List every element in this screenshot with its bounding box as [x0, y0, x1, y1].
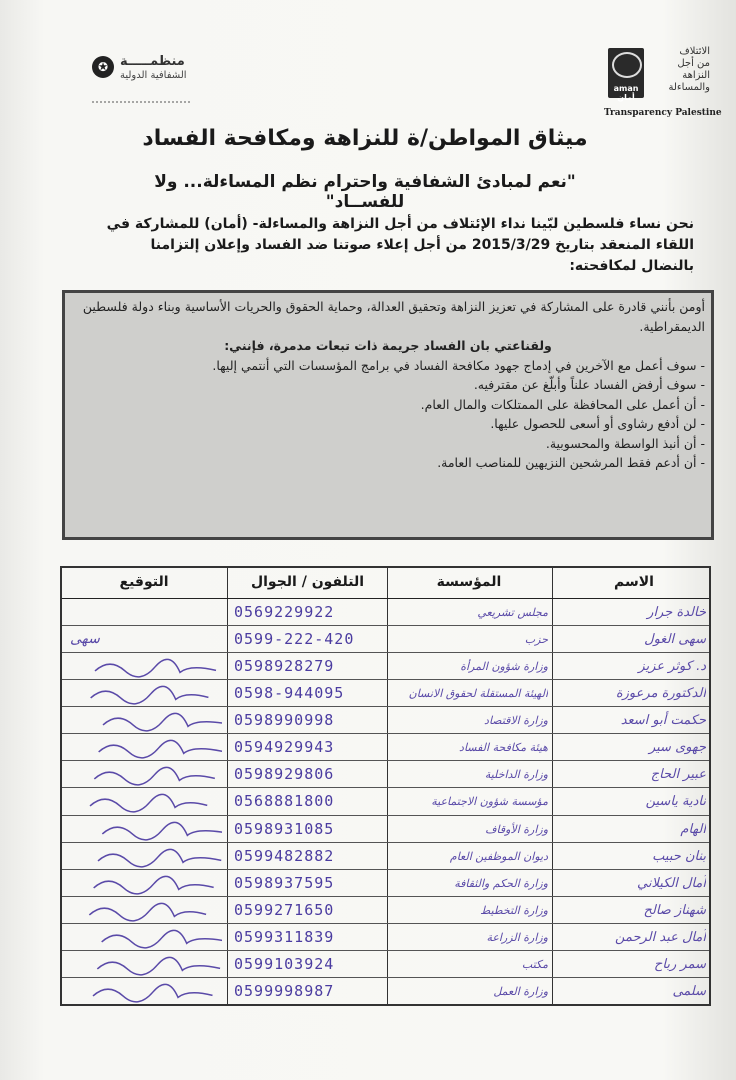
row-institution: وزارة الاقتصاد — [484, 714, 548, 728]
handwritten-signature-icon — [72, 815, 222, 842]
row-phone: 0599103924 — [234, 954, 335, 973]
ti-logo-line1: منظمـــــة — [120, 54, 185, 69]
handwritten-signature-icon — [72, 896, 222, 923]
row-signature — [70, 602, 220, 625]
pledge-item: - أن أدعم فقط المرشحين النزيهين للمناصب العامة. — [437, 455, 705, 470]
handwritten-signature-icon — [72, 950, 222, 977]
intro-line-1: نحن نساء فلسطين لبّينا نداء الإئتلاف من أجل النزاهة والمساءلة- (أمان) للمشاركة في — [106, 216, 694, 232]
logo-dash-line — [92, 100, 192, 104]
row-phone: 0568881800 — [234, 792, 335, 811]
row-phone: 0599271650 — [234, 900, 335, 919]
row-institution: وزارة الداخلية — [484, 768, 548, 782]
row-institution: ديوان الموظفين العام — [449, 849, 548, 863]
row-divider — [62, 625, 709, 626]
row-institution: الهيئة المستقلة لحقوق الانسان — [408, 687, 548, 701]
header-name: الاسم — [614, 574, 654, 590]
row-name: سهى الغول — [644, 632, 706, 648]
ti-globe-icon: ✪ — [92, 56, 114, 78]
row-institution: مكتب — [521, 957, 548, 971]
header-phone: التلفون / الجوال — [250, 574, 365, 590]
header-divider — [62, 598, 709, 599]
row-phone: 0599311839 — [234, 927, 335, 946]
row-name: الدكتورة مرعوزة — [615, 686, 706, 702]
pledge-conviction: ولقناعتي بان الفساد جريمة ذات تبعات مدمرة، فإنني: — [224, 338, 552, 353]
handwritten-signature-icon — [72, 787, 222, 814]
row-institution: وزارة الزراعة — [486, 930, 548, 944]
page-subtitle: "نعم لمبادئ الشفافية واحترام نظم المساءلة... ولا للفســاد" — [154, 172, 576, 212]
row-institution: هيئة مكافحة الفساد — [459, 741, 548, 755]
row-name: نادية ياسين — [645, 794, 706, 810]
row-name: آمال الكيلاني — [637, 875, 706, 891]
row-name: آمال عبد الرحمن — [615, 929, 706, 945]
handwritten-signature-icon — [72, 733, 222, 760]
row-name: حكمت أبو اسعد — [620, 713, 706, 729]
row-phone: 0598929806 — [234, 765, 335, 784]
handwritten-signature-icon — [72, 977, 222, 1004]
signature-table — [60, 566, 711, 1006]
row-phone: 0598990998 — [234, 711, 335, 730]
row-name: سلمى — [672, 983, 706, 999]
handwritten-signature-icon — [72, 760, 222, 787]
column-divider — [227, 568, 228, 1004]
row-name: د. كوثر عزيز — [638, 659, 706, 675]
pledge-box — [62, 290, 714, 540]
handwritten-signature-icon — [72, 706, 222, 733]
aman-logo — [598, 42, 722, 122]
intro-paragraph — [44, 214, 694, 277]
handwritten-signature-icon — [72, 842, 222, 869]
transparency-international-logo — [92, 52, 202, 90]
pledge-item: - أن أنبذ الواسطة والمحسوبية. — [545, 435, 705, 451]
aman-label: aman أمان — [613, 84, 639, 102]
header-signature: التوقيع — [119, 574, 169, 590]
pledge-item: - أن أعمل على المحافظة على الممتلكات والمال العام. — [420, 396, 705, 412]
header-institution: المؤسسة — [436, 574, 502, 590]
row-institution: مجلس تشريعي — [477, 606, 548, 619]
row-phone: 0594929943 — [234, 738, 335, 757]
row-institution: وزارة العمل — [493, 984, 548, 998]
row-institution: حزب — [524, 633, 548, 647]
row-phone: 0569229922 — [234, 603, 335, 621]
row-phone: 0598928279 — [234, 657, 335, 676]
handwritten-signature-icon — [72, 923, 222, 950]
pledge-item: - سوف أرفض الفساد علناً وأبلّغ عن مقترفيه. — [473, 377, 705, 392]
ti-logo-line2: الشفافية الدولية — [120, 70, 187, 81]
intro-line-2: اللقاء المنعقد بتاريخ 2015/3/29 من أجل إعلاء صوتنا ضد الفساد وإعلان إلتزامنا — [150, 237, 694, 253]
row-institution: وزارة التخطيط — [480, 903, 548, 917]
row-name: سمر رباح — [654, 956, 706, 972]
row-phone: 0599-222-420 — [234, 630, 355, 649]
handwritten-signature-icon — [72, 652, 222, 679]
row-phone: 0598937595 — [234, 873, 335, 892]
row-name: شهناز صالح — [643, 902, 706, 918]
row-institution: مؤسسة شؤون الاجتماعية — [431, 795, 548, 809]
row-name: خالدة جرار — [647, 605, 706, 620]
pledge-item: - لن أدفع رشاوى أو أسعى للحصول عليها. — [490, 416, 705, 431]
row-phone: 0599482882 — [234, 846, 335, 865]
aman-org-name: الائتلاف من أجل النزاهة والمساءلة — [668, 46, 710, 93]
row-phone: 0598-944095 — [234, 684, 345, 703]
row-institution: وزارة الأوقاف — [485, 822, 548, 836]
row-name: الهام — [680, 821, 706, 837]
row-signature: سهى — [70, 631, 100, 648]
row-institution: وزارة الحكم والثقافة — [454, 876, 548, 890]
row-name: عبير الحاج — [650, 767, 706, 783]
row-phone: 0599998987 — [234, 981, 335, 1000]
row-phone: 0598931085 — [234, 819, 335, 838]
page-title: ميثاق المواطن/ة للنزاهة ومكافحة الفساد — [142, 126, 588, 151]
handwritten-signature-icon — [72, 679, 222, 706]
pledge-item: - سوف أعمل مع الآخرين في إدماج جهود مكافحة الفساد في برامج المؤسسات التي أنتمي إليها. — [212, 357, 705, 373]
row-name: بنان حبيب — [652, 848, 706, 864]
intro-line-3: بالنضال لمكافحته: — [569, 258, 694, 274]
handwritten-signature-icon — [72, 869, 222, 896]
transparency-palestine-label: Transparency Palestine — [604, 108, 722, 118]
column-divider — [552, 568, 553, 1004]
column-divider — [387, 568, 388, 1004]
pledge-paragraph: أومن بأنني قادرة على المشاركة في تعزيز النزاهة وتحقيق العدالة، وحماية الحقوق والحريات الأساسية وبناء دولة فلسطين الديمقراطية. — [82, 299, 705, 334]
row-institution: وزارة شؤون المرأة — [460, 660, 548, 674]
row-name: جهوى سير — [648, 740, 706, 756]
